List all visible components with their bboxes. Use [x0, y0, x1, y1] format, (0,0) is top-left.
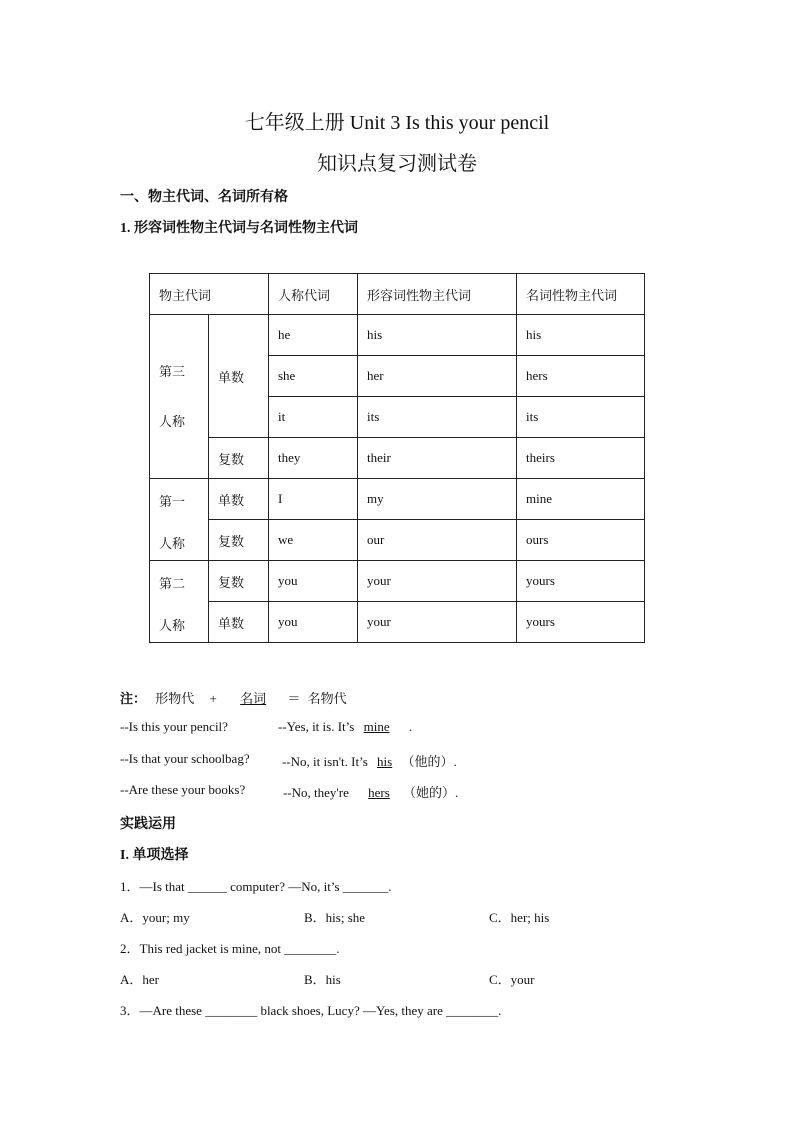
- group-label: 人称: [159, 536, 186, 551]
- table-cell: he: [269, 315, 358, 356]
- example-answer: [282, 751, 457, 770]
- answer-blank: hers: [368, 785, 390, 800]
- table-cell: my: [358, 479, 517, 520]
- table-cell: its: [517, 397, 645, 438]
- answer-blank: mine: [363, 719, 390, 734]
- table-cell: your: [358, 602, 517, 643]
- page-title: 七年级上册 Unit 3 Is this your pencil: [244, 112, 550, 134]
- group-label: 第三: [159, 363, 186, 379]
- table-cell: mine: [517, 479, 645, 520]
- formula-operator: ＝: [287, 691, 301, 706]
- question-option: A．her: [120, 972, 159, 987]
- formula-operator: +: [209, 691, 217, 706]
- note-line: [120, 688, 347, 707]
- number-label: 单数: [209, 602, 269, 643]
- table-header-row: [150, 274, 645, 315]
- table-cell: their: [358, 438, 517, 479]
- table-cell: yours: [517, 602, 645, 643]
- page-subtitle: 知识点复习测试卷: [317, 153, 477, 175]
- table-cell: his: [358, 315, 517, 356]
- question-option: A．your; my: [120, 910, 190, 925]
- table-cell: it: [269, 397, 358, 438]
- table-cell: she: [269, 356, 358, 397]
- question-stem: 1．—Is that ______ computer? —No, it’s _______.: [120, 879, 392, 894]
- number-label: 复数: [209, 561, 269, 602]
- table-row: [150, 479, 645, 520]
- formula-term: 名物代: [307, 691, 347, 706]
- answer-blank: his: [377, 754, 393, 769]
- question-option: C．your: [489, 972, 535, 987]
- formula-term: 形物代: [155, 691, 195, 706]
- answer-text: --No, they're: [283, 785, 349, 800]
- practice-heading: 实践运用: [120, 817, 176, 832]
- number-label: 复数: [209, 438, 269, 479]
- table-cell: your: [358, 561, 517, 602]
- example-question: --Is this your pencil?: [120, 719, 228, 734]
- answer-tail: .: [408, 719, 413, 734]
- subsection-heading: 1. 形容词性物主代词与名词性物主代词: [120, 221, 358, 236]
- table-cell: yours: [517, 561, 645, 602]
- example-question: --Is that your schoolbag?: [120, 751, 250, 766]
- table-cell: I: [269, 479, 358, 520]
- note-label: 注：: [120, 691, 147, 706]
- table-header: 形容词性物主代词: [358, 274, 517, 315]
- table-cell: ours: [517, 520, 645, 561]
- table-cell: our: [358, 520, 517, 561]
- table-row: [150, 438, 645, 479]
- table-header: 人称代词: [269, 274, 358, 315]
- number-label: 复数: [209, 520, 269, 561]
- table-cell: her: [358, 356, 517, 397]
- answer-tail: （她的）.: [403, 785, 459, 800]
- table-header: 物主代词: [150, 274, 269, 315]
- table-row: [150, 602, 645, 643]
- question-option: B．his: [304, 972, 341, 987]
- table-cell: we: [269, 520, 358, 561]
- group-first-person: [150, 479, 209, 561]
- answer-tail: （他的）.: [401, 754, 457, 769]
- table-cell: they: [269, 438, 358, 479]
- table-cell: its: [358, 397, 517, 438]
- answer-text: --No, it isn't. It’s: [282, 754, 368, 769]
- question-stem: 2．This red jacket is mine, not ________.: [120, 941, 340, 956]
- number-label: 单数: [209, 315, 269, 438]
- table-cell: you: [269, 561, 358, 602]
- group-second-person: [150, 561, 209, 643]
- table-row: [150, 561, 645, 602]
- table-cell: hers: [517, 356, 645, 397]
- number-label: 单数: [209, 479, 269, 520]
- example-question: --Are these your books?: [120, 782, 246, 797]
- formula-term: 名词: [240, 691, 267, 706]
- question-option: B．his; she: [304, 910, 366, 925]
- example-answer: [283, 782, 458, 801]
- table-cell: his: [517, 315, 645, 356]
- table-cell: you: [269, 602, 358, 643]
- section-heading: 一、物主代词、名词所有格: [120, 190, 288, 205]
- group-label: 第一: [159, 494, 186, 509]
- group-third-person: [150, 315, 209, 479]
- group-label: 人称: [159, 413, 186, 429]
- group-label: 人称: [159, 618, 186, 633]
- group-label: 第二: [159, 576, 186, 591]
- table-row: [150, 520, 645, 561]
- question-stem: 3．—Are these ________ black shoes, Lucy? —Yes, they are ________.: [120, 1003, 502, 1018]
- question-option: C．her; his: [489, 910, 550, 925]
- pronoun-table: [149, 273, 645, 643]
- answer-text: --Yes, it is. It’s: [278, 719, 355, 734]
- example-answer: [278, 719, 412, 735]
- table-header: 名词性物主代词: [517, 274, 645, 315]
- part-heading: I. 单项选择: [120, 848, 189, 863]
- table-cell: theirs: [517, 438, 645, 479]
- table-row: [150, 315, 645, 356]
